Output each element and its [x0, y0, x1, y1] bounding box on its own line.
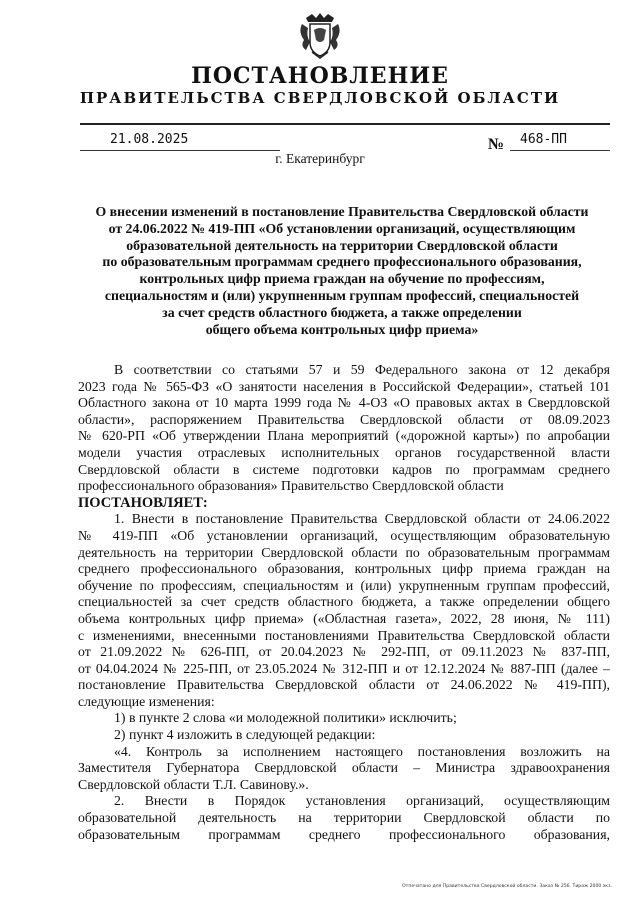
subject-line: общего объема контрольных цифр приема»: [205, 321, 479, 337]
body-line: № 419-ПП «Об установлении организаций, осуществляющим образовательную: [78, 527, 610, 543]
number-sign: №: [488, 136, 505, 153]
document-subject: [82, 204, 602, 338]
header-rule: [80, 123, 610, 125]
subject-line: О внесении изменений в постановление Правительства Свердловской области: [95, 204, 589, 219]
subject-line: по образовательным программам среднего профессионального образования,: [102, 254, 582, 270]
document-title: ПОСТАНОВЛЕНИЕ: [191, 63, 449, 89]
body-line: объема контрольных цифр приема» («Областная газета», 2022, 28 июня, № 111): [78, 610, 610, 626]
print-footer: Отпечатано для Правительства Свердловской области. Заказ № 256. Тираж 2000 экз.: [402, 884, 612, 889]
body-line: Областного закона от 10 марта 1999 года № 4-ОЗ «О правовых актах в Свердловской: [78, 395, 610, 411]
body-line: Свердловской области в системе подготовки кадров по программам среднего: [78, 461, 610, 477]
body-line: постановление Правительства Свердловской области от 24.06.2022 № 419-ПП),: [78, 677, 610, 693]
body-line: специальностей за счет средств областного бюджета, а также определении общего: [78, 594, 610, 610]
body-line: от 21.09.2022 № 626-ПП, от 20.04.2023 № 292-ПП, от 09.11.2023 № 837-ПП,: [78, 644, 610, 660]
body-line: с изменениями, внесенными постановлениями Правительства Свердловской области: [78, 627, 610, 643]
body-line: деятельность на территории Свердловской области по образовательным программам: [78, 544, 610, 560]
body-line: от 04.04.2024 № 225-ПП, от 23.05.2024 № 312-ПП и от 12.12.2024 № 887-ПП (далее –: [78, 660, 610, 676]
body-line: обучение по профессиям, специальностям и (или) укрупненным группам профессий,: [78, 577, 610, 593]
body-line: 2) пункт 4 изложить в следующей редакции:: [114, 727, 376, 743]
body-line: среднего профессионального образования, контрольных цифр приема граждан на: [78, 561, 610, 577]
body-line: 2. Внести в Порядок установления организаций, осуществляющим: [114, 793, 610, 809]
document-number: 468-ПП: [520, 132, 567, 147]
body-line: Свердловской области Т.Л. Савинову.».: [78, 776, 309, 792]
body-line: «4. Контроль за исполнением настоящего постановления возложить на: [114, 743, 610, 759]
body-line: образовательным программам среднего профессионального образования,: [78, 826, 610, 842]
body-line: модели участия отраслевых исполнительных органов государственной власти: [78, 444, 610, 460]
body-line: следующие изменения:: [78, 693, 215, 709]
subject-line: специальностям и (или) укрупненным группам профессий, специальностей: [104, 287, 580, 303]
body-line: профессионального образования» Правительство Свердловской области: [78, 478, 504, 494]
subject-line: образовательной деятельность на территории Свердловской области: [126, 237, 558, 253]
body-line: 1) в пункте 2 слова «и молодежной политики» исключить;: [114, 710, 457, 726]
body-line: 2023 года № 565-ФЗ «О занятости населения в Российской Федерации», статьей 101: [78, 378, 610, 394]
subject-line: от 24.06.2022 № 419-ПП «Об установлении организаций, осуществляющим: [108, 220, 576, 236]
subject-line: контрольных цифр приема граждан на обучение по профессиям,: [139, 271, 545, 287]
document-date: 21.08.2025: [110, 132, 189, 147]
body-line: Заместителя Губернатора Свердловской области – Министра здравоохранения: [78, 760, 610, 776]
body-line: области», распоряжением Правительства Свердловской области от 08.09.2023: [78, 411, 610, 427]
body-line: № 620-РП «Об утверждении Плана мероприятий («дорожной карты») по апробации: [78, 428, 610, 444]
body-line: образовательной деятельность на территории Свердловской области по: [78, 810, 610, 826]
document-city: г. Екатеринбург: [275, 151, 365, 166]
subject-line: за счет средств областного бюджета, а также определении: [162, 304, 522, 320]
document-body: [78, 362, 610, 843]
resolution-keyword: ПОСТАНОВЛЯЕТ:: [78, 494, 208, 511]
body-line: 1. Внести в постановление Правительства Свердловской области от 24.06.2022: [114, 511, 610, 527]
document-subtitle: ПРАВИТЕЛЬСТВА СВЕРДЛОВСКОЙ ОБЛАСТИ: [79, 89, 561, 107]
body-line: В соответствии со статьями 57 и 59 Федерального закона от 12 декабря: [114, 362, 610, 377]
coat-of-arms-emblem: [296, 10, 344, 60]
